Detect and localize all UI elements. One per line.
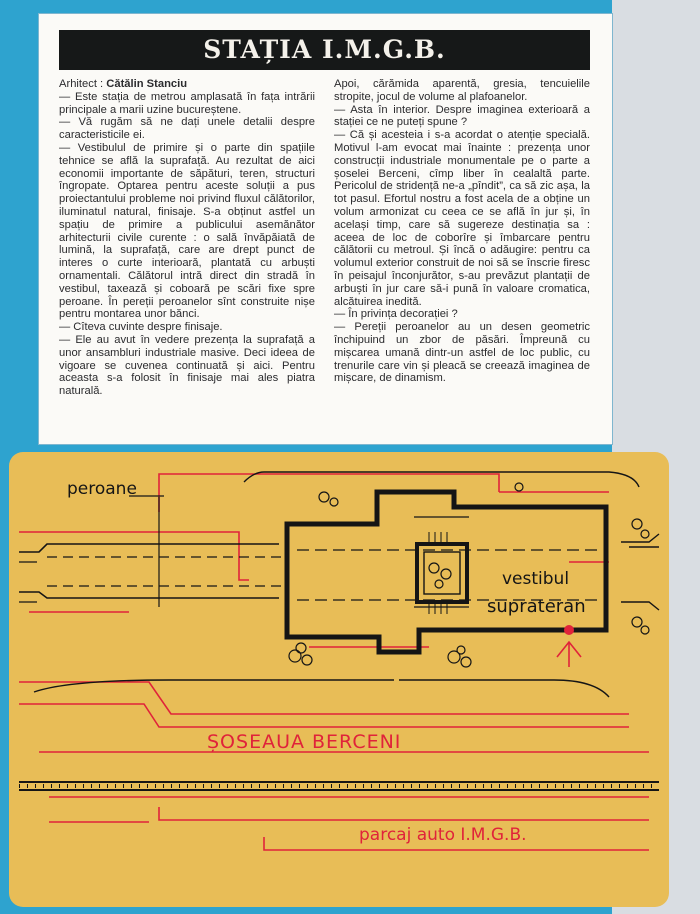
paragraph: — Vă rugăm să ne dați unele detalii despre caracteristicile ei.: [59, 116, 315, 142]
left-column: [59, 78, 315, 398]
paragraph: — Asta în interior. Despre imaginea exterioară a stației ce ne puteți spune ?: [334, 103, 590, 129]
paragraph: — Ele au avut în vedere prezența la suprafață a unor ansambluri industriale masive. Deci ideea de vigoare se cuvenea continuată și aici. Pentru aceasta s-a folosit în finisaje mai ales piatra naturală.: [59, 333, 315, 398]
building-interior: [297, 517, 599, 607]
label-suprateran: suprateran: [487, 596, 586, 617]
label-peroane: peroane: [67, 479, 137, 499]
paragraph: — Vestibulul de primire și o parte din spațiile tehnice se află la suprafață. Au rezultat de aici economii importante de săpături, teren, structuri îngropate. Optarea pentru aceste soluții a pus proiectantului probleme noi privind fluxul călătorilor, iluminatul natural, finisaje. S-a obținut astfel un spațiu de primire a publicului asemănător arhitecturii civile curente : o sală învăpăiată de lumină, la suprafață, care are drept punct de interes o curte interioară, plantată cu arbuști ornamentali. Călătorul intră direct din stradă în vestibul, taxează și coboară pe scări fixe spre peroane. În pereții peroanelor sînt construite nișe pentru montarea unor bănci.: [59, 141, 315, 321]
right-column: [334, 78, 590, 385]
paragraph: — Pereții peroanelor au un desen geometric închipuind un zbor de păsări. Împreună cu mișcarea umană dintr-un astfel de loc public, cu trenurile care vin și pleacă se creează imaginea de mișcare, de dinamism.: [334, 321, 590, 385]
architect-credit: [59, 78, 315, 91]
plan-svg: [9, 452, 669, 907]
article-body: [59, 78, 590, 438]
paragraph: — În privința decorației ?: [334, 308, 458, 321]
label-vestibul: vestibul: [502, 569, 570, 589]
paragraph: — Că și acesteia i s-a acordat o atenție specială. Motivul l-am evocat mai înainte : prezența unor construcții industriale monumentale pe o parte a șoselei Berceni, cîmp liber în cealaltă parte. Pericolul de stridență ne-a „pîndit”, ca să zic așa, la tot pasul. Efortul nostru a fost acela de a obține un volum armonizat cu ceea ce se află în jur și, în același timp, care să sugereze destinația sa : aceea de loc de coborîre și îmbarcare pentru călătorii cu metroul. Și încă o adăugire: pentru ca volumul exterior construit de noi să se înscrie firesc în peisajul înconjurător, s-au prevăzut plantații de arbuști în jur care să-i pună în valoare cromatica, alcătuirea inedită.: [334, 129, 590, 308]
architect-label: Arhitect :: [59, 78, 104, 90]
paragraph: — Cîteva cuvinte despre finisaje.: [59, 321, 223, 334]
page-title: STAȚIA I.M.G.B.: [59, 30, 590, 70]
paragraph: — Este stația de metrou amplasată în fața intrării principale a marii uzine bucureștene.: [59, 90, 315, 116]
architect-name: Cătălin Stanciu: [106, 78, 188, 90]
article-card: [38, 13, 613, 445]
platforms: [19, 497, 659, 610]
station-plan-drawing: [9, 452, 669, 907]
site-outline-red: [19, 474, 649, 850]
label-parcaj: parcaj auto I.M.G.B.: [359, 825, 527, 845]
label-sosea: ȘOSEAUA BERCENI: [207, 731, 402, 753]
paragraph: Apoi, cărămida aparentă, gresia, tencuielile stropite, jocul de volume al plafoanelor.: [334, 78, 590, 103]
railway-track: [19, 782, 659, 790]
